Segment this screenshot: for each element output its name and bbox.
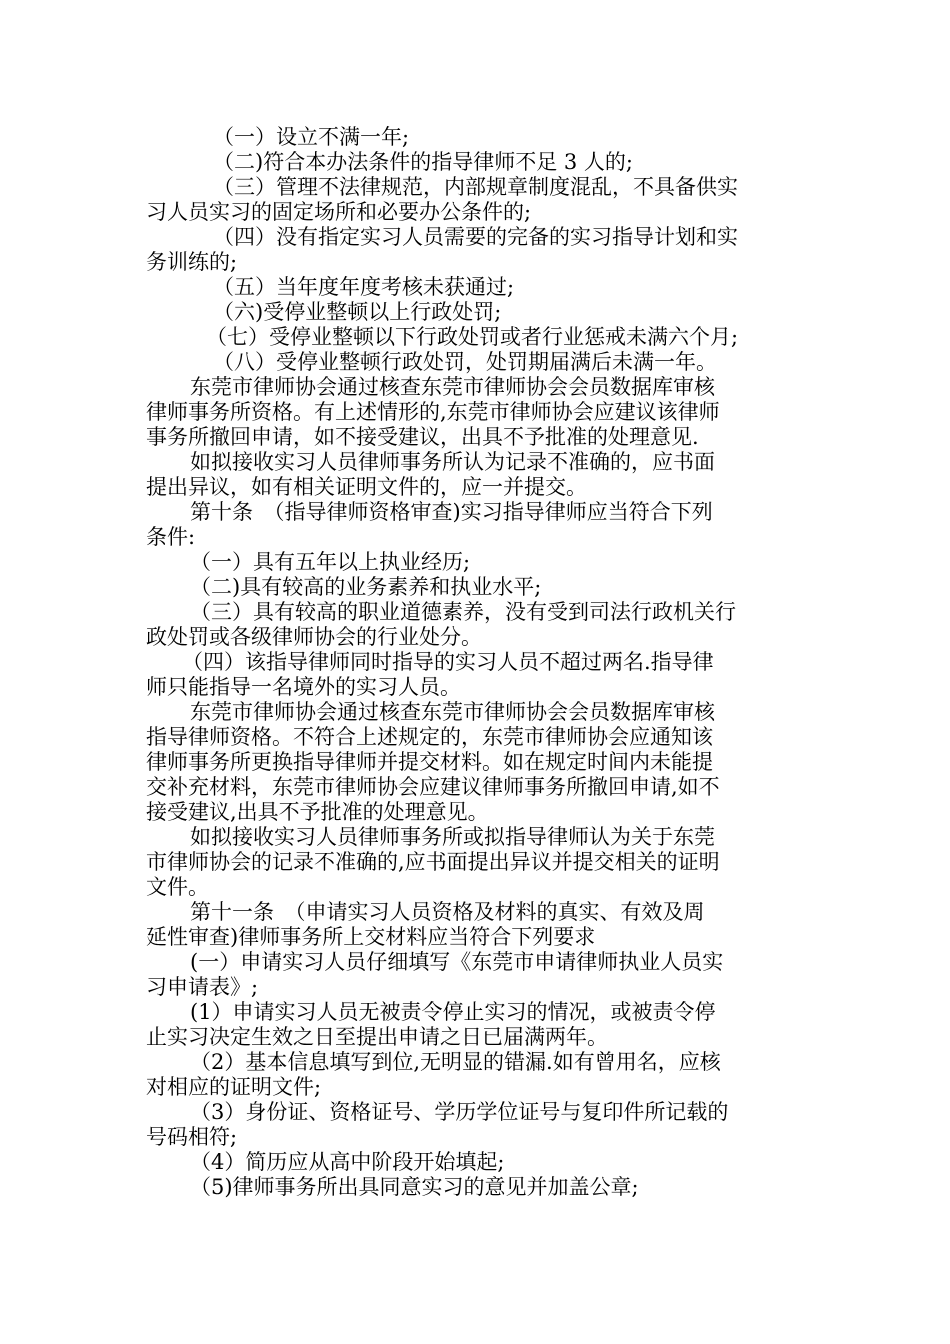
text-line: 第十条 （指导律师资格审查)实习指导律师应当符合下列 [190, 500, 713, 524]
text-line: 师只能指导一名境外的实习人员。 [146, 675, 461, 699]
text-line: （八）受停业整顿行政处罚，处罚期届满后未满一年。 [213, 350, 717, 374]
text-line: （一）具有五年以上执业经历; [190, 550, 471, 574]
text-line: 文件。 [146, 875, 209, 899]
text-line: 接受建议,出具不予批准的处理意见。 [146, 800, 489, 824]
text-line: 交补充材料，东莞市律师协会应建议律师事务所撤回申请,如不 [146, 775, 720, 799]
text-line: （四）该指导律师同时指导的实习人员不超过两名.指导律 [182, 650, 714, 674]
text-line: （一）设立不满一年; [213, 125, 410, 149]
text-line: 对相应的证明文件; [146, 1075, 322, 1099]
text-line: 提出异议，如有相关证明文件的，应一并提交。 [146, 475, 587, 499]
text-line: (1）申请实习人员无被责令停止实习的情况，或被责令停 [190, 1000, 716, 1024]
text-line: （二)具有较高的业务素养和执业水平; [190, 575, 542, 599]
text-line: （六)受停业整顿以上行政处罚; [213, 300, 502, 324]
text-line: 律师事务所更换指导律师并提交材料。如在规定时间内未能提 [146, 750, 713, 774]
text-line: 市律师协会的记录不准确的,应书面提出异议并提交相关的证明 [146, 850, 720, 874]
text-line: （3）身份证、资格证号、学历学位证号与复印件所记载的 [190, 1100, 729, 1124]
text-line: （二)符合本办法条件的指导律师不足 3 人的; [213, 150, 633, 174]
text-line: （三）具有较高的职业道德素养，没有受到司法行政机关行 [190, 600, 736, 624]
text-line: 事务所撤回申请，如不接受建议，出具不予批准的处理意见. [146, 425, 699, 449]
text-line: 延性审查)律师事务所上交材料应当符合下列要求 [146, 925, 596, 949]
text-line: 第十一条 （申请实习人员资格及材料的真实、有效及周 [190, 900, 705, 924]
text-line: （三）管理不法律规范，内部规章制度混乱，不具备供实 [213, 175, 738, 199]
text-line: （5)律师事务所出具同意实习的意见并加盖公章; [190, 1175, 639, 1199]
text-line: 习申请表》; [146, 975, 259, 999]
text-line: 习人员实习的固定场所和必要办公条件的; [146, 200, 532, 224]
text-line: （四）没有指定实习人员需要的完备的实习指导计划和实 [213, 225, 738, 249]
text-line: 条件: [146, 525, 196, 549]
text-line: （七）受停业整顿以下行政处罚或者行业惩戒未满六个月; [206, 325, 739, 349]
text-line: 号码相符; [146, 1125, 238, 1149]
text-line: 东莞市律师协会通过核查东莞市律师协会会员数据库审核 [190, 700, 715, 724]
text-line: 如拟接收实习人员律师事务所认为记录不准确的，应书面 [190, 450, 715, 474]
text-line: 如拟接收实习人员律师事务所或拟指导律师认为关于东莞 [190, 825, 715, 849]
text-line: (一）申请实习人员仔细填写《东莞市申请律师执业人员实 [190, 950, 724, 974]
text-line: 政处罚或各级律师协会的行业处分。 [146, 625, 482, 649]
text-line: 务训练的; [146, 250, 238, 274]
text-line: （2）基本信息填写到位,无明显的错漏.如有曾用名，应核 [190, 1050, 721, 1074]
text-line: 指导律师资格。不符合上述规定的，东莞市律师协会应通知该 [146, 725, 713, 749]
text-line: （4）简历应从高中阶段开始填起; [190, 1150, 505, 1174]
text-line: 止实习决定生效之日至提出申请之日已届满两年。 [146, 1025, 608, 1049]
text-line: 律师事务所资格。有上述情形的,东莞市律师协会应建议该律师 [146, 400, 720, 424]
text-line: 东莞市律师协会通过核查东莞市律师协会会员数据库审核 [190, 375, 715, 399]
text-line: （五）当年度年度考核未获通过; [213, 275, 515, 299]
